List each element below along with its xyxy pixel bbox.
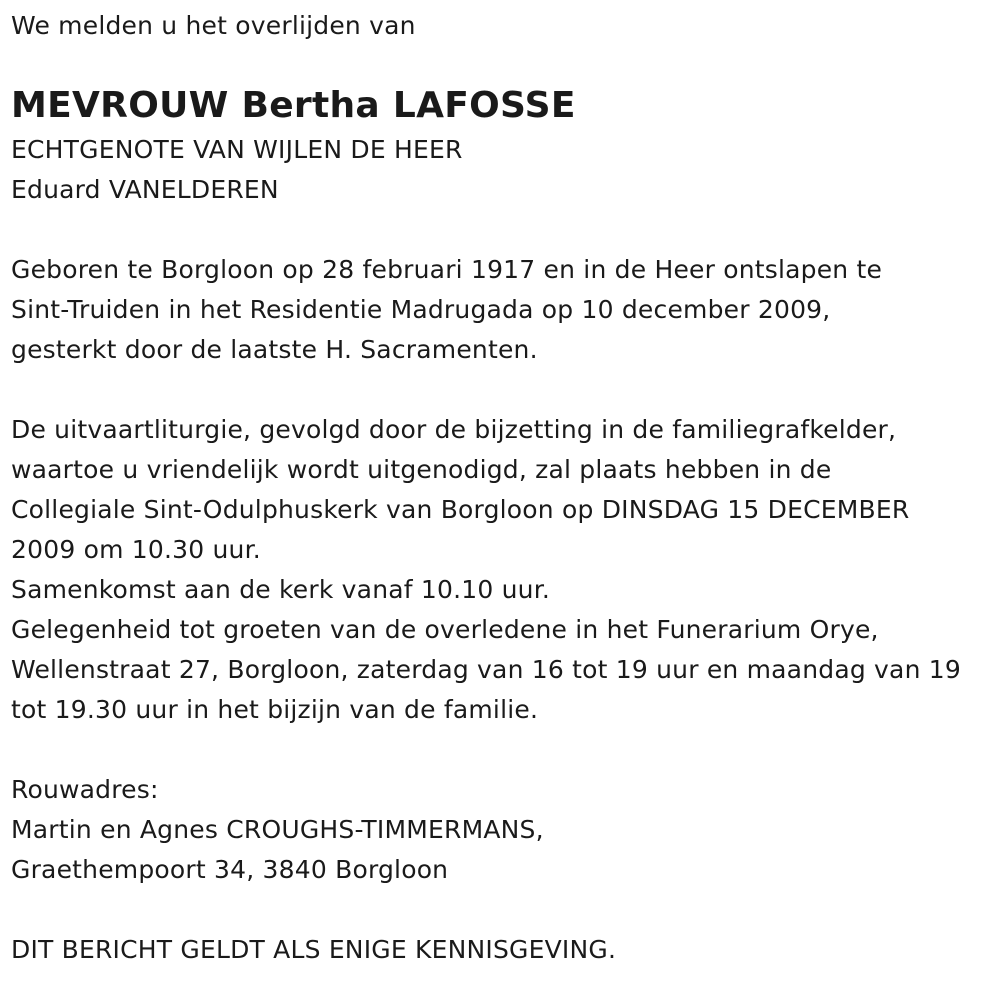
death-notice [11,6,996,970]
spouse-name: Eduard VANELDEREN [11,175,279,204]
mourning-address-label: Rouwadres: [11,775,159,804]
birth-death-paragraph [11,250,996,370]
spacer [11,730,996,770]
paragraph-line: gesterkt door de laatste H. Sacramenten. [11,335,538,364]
mourning-address-street: Graethempoort 34, 3840 Borgloon [11,855,449,884]
mourning-address [11,770,996,890]
paragraph-line: Gelegenheid tot groeten van de overledene in het Funerarium Orye, [11,615,879,644]
spacer [11,210,996,250]
spouse-title: ECHTGENOTE VAN WIJLEN DE HEER [11,135,463,164]
paragraph-line: Samenkomst aan de kerk vanaf 10.10 uur. [11,575,551,604]
paragraph-line: Wellenstraat 27, Borgloon, zaterdag van 16 tot 19 uur en maandag van 19 [11,655,961,684]
mourning-address-names: Martin en Agnes CROUGHS-TIMMERMANS, [11,815,544,844]
paragraph-line: Collegiale Sint-Odulphuskerk van Borgloon op DINSDAG 15 DECEMBER [11,495,910,524]
spacer [11,370,996,410]
paragraph-line: De uitvaartliturgie, gevolgd door de bijzetting in de familiegrafkelder, [11,415,897,444]
spacer [11,890,996,930]
deceased-name: MEVROUW Bertha LAFOSSE [11,85,576,126]
paragraph-line: waartoe u vriendelijk wordt uitgenodigd, zal plaats hebben in de [11,455,832,484]
paragraph-line: Geboren te Borgloon op 28 februari 1917 en in de Heer ontslapen te [11,255,883,284]
paragraph-line: tot 19.30 uur in het bijzijn van de familie. [11,695,539,724]
closing-statement: DIT BERICHT GELDT ALS ENIGE KENNISGEVING. [11,935,617,964]
intro-text: We melden u het overlijden van [11,11,416,40]
paragraph-line: 2009 om 10.30 uur. [11,535,261,564]
funeral-paragraph [11,410,996,730]
paragraph-line: Sint-Truiden in het Residentie Madrugada op 10 december 2009, [11,295,831,324]
